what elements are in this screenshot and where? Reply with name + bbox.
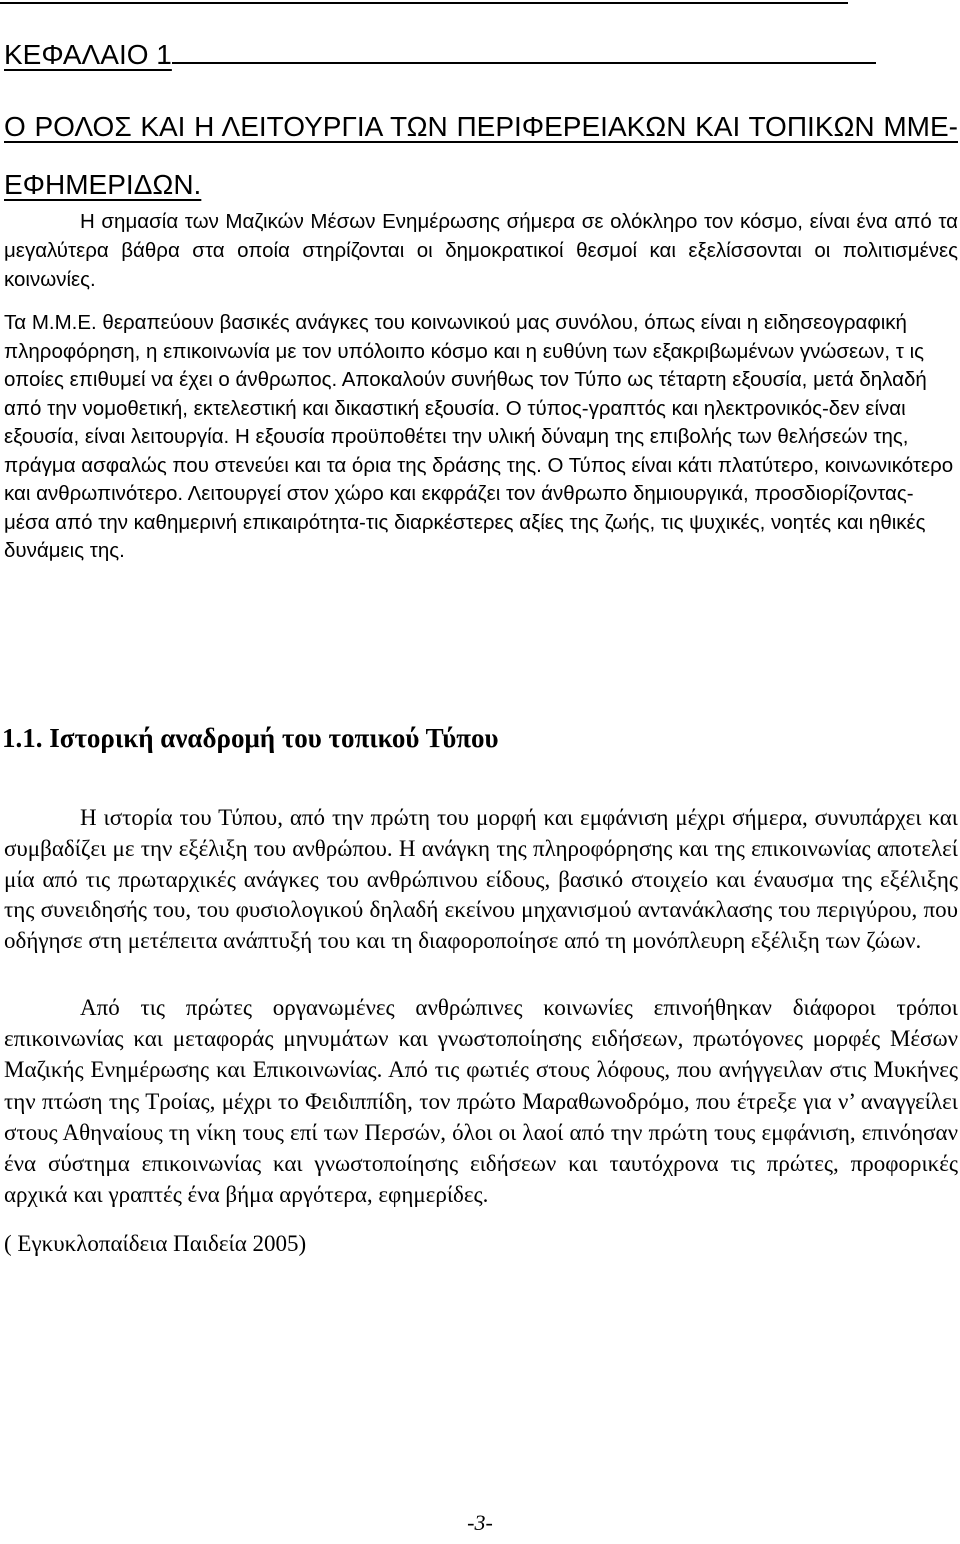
top-rule — [0, 2, 848, 4]
section-heading: 1.1. Ιστορική αναδρομή του τοπικού Τύπου — [2, 723, 499, 753]
intro-paragraph: Τα Μ.Μ.Ε. θεραπεύουν βασικές ανάγκες του κοινωνικού μας συνόλου, όπως είναι η ειδησεογραφική πληροφόρηση, η επικοινωνία με τον υπόλοιπο κόσμο και η ευθύνη των εξακριβωμένων γνώσεων, τ ις οποίες επιθυμεί να έχει ο άνθρωπος. Αποκαλούν συνήθως τον Τύπο ως τέταρτη εξουσία, μετά δηλαδή από την νομοθετική, εκτελεστική και δικαστική εξουσία. Ο τύπος-γραπτός και ηλεκτρονικός-δεν είναι εξουσία, είναι λειτουργία. Η εξουσία προϋποθέτει την υλική δύναμη της επιβολής των θελήσεών της, πράγμα ασφαλώς που στενεύει και τα όρια της δράσης της. Ο Τύπος είναι κάτι πλατύτερο, κοινωνικότερο και ανθρωπινότερο. Λειτουργεί στον χώρο και εκφράζει τον άνθρωπο δημιουργικά, προσδιορίζοντας-μέσα από την καθημερινή επικαιρότητα-τις διαρκέστερες αξίες της ζωής, τις ψυχικές, νοητές και ηθικές δυνάμεις της. — [4, 311, 954, 562]
chapter-title: Ο ΡΟΛΟΣ ΚΑΙ Η ΛΕΙΤΟΥΡΓΙΑ ΤΩΝ ΠΕΡΙΦΕΡΕΙΑΚΩΝ ΚΑΙ ΤΟΠΙΚΩΝ ΜΜΕ-ΕΦΗΜΕΡΙΔΩΝ. — [4, 111, 958, 200]
chapter-underline — [172, 36, 876, 64]
chapter-label — [4, 36, 888, 71]
chapter-label-text: ΚΕΦΑΛΑΙΟ 1 — [4, 39, 172, 70]
citation: ( Εγκυκλοπαίδεια Παιδεία 2005) — [4, 1231, 307, 1256]
page-number: -3- — [467, 1510, 493, 1535]
intro-paragraph: Η σημασία των Μαζικών Μέσων Ενημέρωσης σήμερα σε ολόκληρο τον κόσμο, είναι ένα από τα μεγαλύτερα βάθρα στα οποία στηρίζονται οι δημοκρατικοί θεσμοί και εξελίσσονται οι πολιτισμένες κοινωνίες. — [4, 210, 958, 291]
section-paragraph: Από τις πρώτες οργανωμένες ανθρώπινες κοινωνίες επινοήθηκαν διάφοροι τρόποι επικοινωνίας και μεταφοράς μηνυμάτων και γνωστοποίησης ειδήσεων, πρωτόγονες μορφές Μέσων Μαζικής Ενημέρωσης και Επικοινωνίας. Από τις φωτιές στους λόφους, που ανήγγειλαν στις Μυκήνες την πτώση της Τροίας, μέχρι το Φειδιππίδη, τον πρώτο Μαραθωνοδρόμο, που έτρεξε για ν’ αναγγείλει στους Αθηναίους τη νίκη τους επί των Περσών, όλοι οι λαοί από την πρώτη τους εμφάνιση, επινόησαν ένα σύστημα επικοινωνίας και γνωστοποίησης ειδήσεων και ταυτόχρονα τις πρώτες, προφορικές αρχικά και γραπτές ένα βήμα αργότερα, εφημερίδες. — [4, 995, 958, 1208]
section-paragraph: Η ιστορία του Τύπου, από την πρώτη του μορφή και εμφάνιση μέχρι σήμερα, συνυπάρχει και συμβαδίζει με την εξέλιξη του ανθρώπου. Η ανάγκη της πληροφόρησης και της επικοινωνίας αποτελεί μία από τις πρωταρχικές ανάγκες του ανθρώπινου είδους, βασικό στοιχείο και έναυσμα της εξέλιξης της συνειδησής του, του φυσιολογικού δηλαδή εκείνου μηχανισμού αντανάκλασης του περιγύρου, που οδήγησε στη μετέπειτα ανάπτυξή του και τη διαφοροποίησε από τη μονόπλευρη εξέλιξη των ζώων. — [4, 805, 958, 954]
